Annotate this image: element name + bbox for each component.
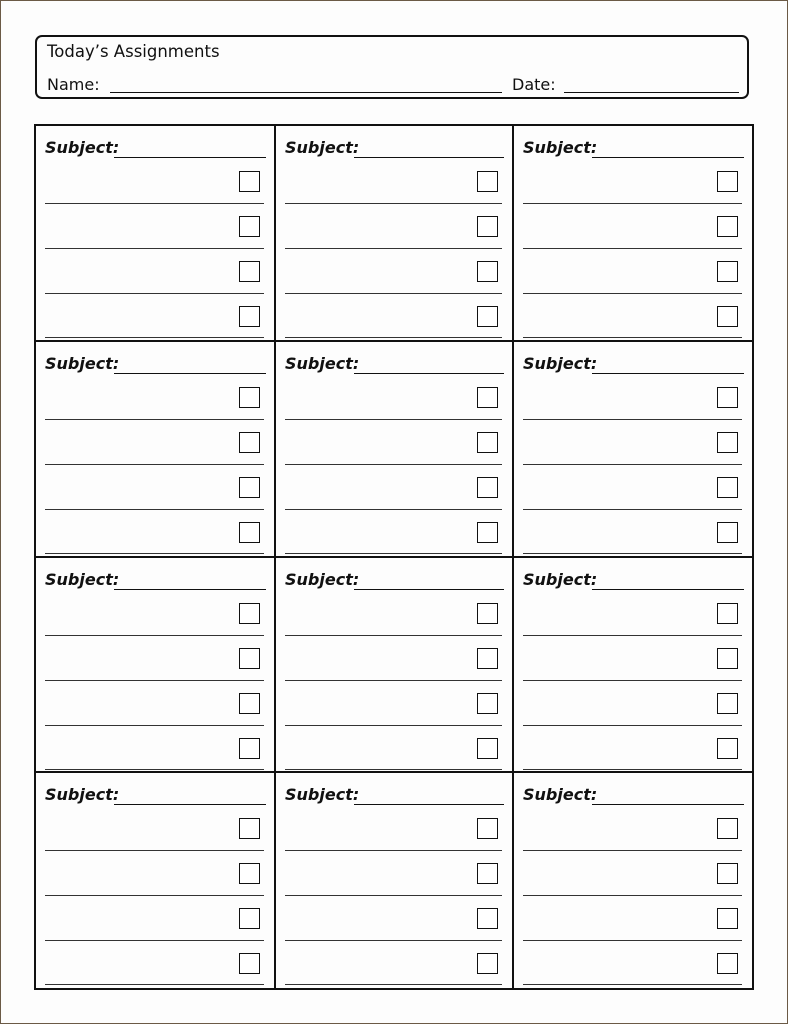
task-line[interactable]: [285, 769, 502, 770]
task-line[interactable]: [523, 337, 742, 338]
task-checkbox[interactable]: [239, 432, 260, 453]
subject-label: Subject:: [523, 785, 598, 804]
subject-cell: [276, 126, 514, 342]
task-line[interactable]: [285, 248, 502, 249]
task-line[interactable]: [523, 635, 742, 636]
subject-field[interactable]: [354, 373, 504, 374]
task-checkbox[interactable]: [477, 171, 498, 192]
task-line[interactable]: [285, 680, 502, 681]
task-line[interactable]: [523, 850, 742, 851]
task-checkbox[interactable]: [717, 171, 738, 192]
subject-label: Subject:: [45, 138, 120, 157]
task-line[interactable]: [285, 337, 502, 338]
task-checkbox[interactable]: [477, 216, 498, 237]
subject-label: Subject:: [285, 138, 360, 157]
subject-cell: [276, 558, 514, 773]
subject-field[interactable]: [592, 804, 744, 805]
task-checkbox[interactable]: [477, 387, 498, 408]
subject-field[interactable]: [114, 804, 266, 805]
task-checkbox[interactable]: [477, 693, 498, 714]
subject-field[interactable]: [354, 589, 504, 590]
task-checkbox[interactable]: [717, 953, 738, 974]
task-line[interactable]: [45, 419, 264, 420]
subject-cell: [276, 773, 514, 988]
subject-field[interactable]: [114, 589, 266, 590]
task-line[interactable]: [45, 725, 264, 726]
task-line[interactable]: [45, 293, 264, 294]
task-line[interactable]: [285, 725, 502, 726]
task-line[interactable]: [523, 203, 742, 204]
task-line[interactable]: [45, 509, 264, 510]
subject-cell: [514, 558, 752, 773]
task-checkbox[interactable]: [717, 603, 738, 624]
task-line[interactable]: [45, 850, 264, 851]
subject-label: Subject:: [45, 354, 120, 373]
task-checkbox[interactable]: [477, 818, 498, 839]
task-checkbox[interactable]: [717, 863, 738, 884]
subject-label: Subject:: [285, 785, 360, 804]
task-checkbox[interactable]: [239, 603, 260, 624]
subject-cell: [514, 126, 752, 342]
task-line[interactable]: [523, 940, 742, 941]
task-line[interactable]: [523, 680, 742, 681]
task-line[interactable]: [523, 248, 742, 249]
task-line[interactable]: [45, 769, 264, 770]
task-line[interactable]: [45, 635, 264, 636]
task-line[interactable]: [45, 464, 264, 465]
task-line[interactable]: [45, 895, 264, 896]
subject-cell: [514, 342, 752, 558]
task-line[interactable]: [285, 203, 502, 204]
task-checkbox[interactable]: [239, 477, 260, 498]
task-checkbox[interactable]: [239, 387, 260, 408]
subject-label: Subject:: [45, 785, 120, 804]
subject-field[interactable]: [114, 373, 266, 374]
task-line[interactable]: [285, 635, 502, 636]
subject-label: Subject:: [45, 570, 120, 589]
task-checkbox[interactable]: [477, 522, 498, 543]
task-checkbox[interactable]: [717, 387, 738, 408]
task-line[interactable]: [45, 553, 264, 554]
date-field[interactable]: [564, 92, 739, 93]
task-checkbox[interactable]: [717, 306, 738, 327]
task-checkbox[interactable]: [477, 648, 498, 669]
task-line[interactable]: [45, 984, 264, 985]
task-line[interactable]: [523, 509, 742, 510]
task-checkbox[interactable]: [717, 693, 738, 714]
task-checkbox[interactable]: [717, 216, 738, 237]
subject-cell: [276, 342, 514, 558]
task-checkbox[interactable]: [239, 306, 260, 327]
task-checkbox[interactable]: [477, 863, 498, 884]
task-checkbox[interactable]: [477, 306, 498, 327]
subject-label: Subject:: [285, 570, 360, 589]
subject-label: Subject:: [523, 354, 598, 373]
subject-field[interactable]: [592, 373, 744, 374]
task-checkbox[interactable]: [477, 477, 498, 498]
task-checkbox[interactable]: [717, 432, 738, 453]
task-line[interactable]: [45, 337, 264, 338]
task-checkbox[interactable]: [239, 216, 260, 237]
task-line[interactable]: [45, 203, 264, 204]
header-box: [35, 35, 749, 99]
task-checkbox[interactable]: [717, 648, 738, 669]
task-checkbox[interactable]: [239, 648, 260, 669]
task-line[interactable]: [523, 984, 742, 985]
subject-cell: [514, 773, 752, 988]
task-checkbox[interactable]: [239, 908, 260, 929]
task-checkbox[interactable]: [239, 693, 260, 714]
task-checkbox[interactable]: [717, 818, 738, 839]
subject-cell: [36, 773, 276, 988]
task-line[interactable]: [523, 769, 742, 770]
task-line[interactable]: [285, 895, 502, 896]
task-checkbox[interactable]: [477, 432, 498, 453]
subject-field[interactable]: [592, 157, 744, 158]
name-label: Name:: [47, 75, 100, 94]
name-field[interactable]: [110, 92, 502, 93]
subject-cell: [36, 342, 276, 558]
task-checkbox[interactable]: [239, 522, 260, 543]
task-line[interactable]: [285, 293, 502, 294]
task-line[interactable]: [523, 553, 742, 554]
date-label: Date:: [512, 75, 556, 94]
task-line[interactable]: [45, 248, 264, 249]
task-line[interactable]: [523, 725, 742, 726]
task-checkbox[interactable]: [239, 171, 260, 192]
subject-field[interactable]: [592, 589, 744, 590]
subject-label: Subject:: [285, 354, 360, 373]
task-line[interactable]: [523, 293, 742, 294]
subject-label: Subject:: [523, 570, 598, 589]
subject-label: Subject:: [523, 138, 598, 157]
header-fields: [47, 75, 737, 97]
assignment-grid: [34, 124, 754, 990]
task-checkbox[interactable]: [477, 908, 498, 929]
subject-field[interactable]: [114, 157, 266, 158]
task-checkbox[interactable]: [477, 738, 498, 759]
task-line[interactable]: [285, 940, 502, 941]
task-checkbox[interactable]: [239, 261, 260, 282]
task-checkbox[interactable]: [717, 908, 738, 929]
page-title: Today’s Assignments: [47, 42, 220, 61]
task-checkbox[interactable]: [477, 953, 498, 974]
task-checkbox[interactable]: [239, 863, 260, 884]
subject-cell: [36, 126, 276, 342]
task-line[interactable]: [285, 984, 502, 985]
task-line[interactable]: [45, 680, 264, 681]
subject-field[interactable]: [354, 804, 504, 805]
task-checkbox[interactable]: [239, 738, 260, 759]
task-line[interactable]: [523, 419, 742, 420]
task-line[interactable]: [285, 419, 502, 420]
task-line[interactable]: [285, 850, 502, 851]
task-line[interactable]: [523, 895, 742, 896]
task-checkbox[interactable]: [239, 818, 260, 839]
subject-cell: [36, 558, 276, 773]
task-line[interactable]: [285, 509, 502, 510]
task-checkbox[interactable]: [239, 953, 260, 974]
task-checkbox[interactable]: [717, 261, 738, 282]
task-checkbox[interactable]: [717, 738, 738, 759]
task-checkbox[interactable]: [477, 261, 498, 282]
task-line[interactable]: [45, 940, 264, 941]
task-line[interactable]: [285, 553, 502, 554]
task-checkbox[interactable]: [477, 603, 498, 624]
task-line[interactable]: [285, 464, 502, 465]
task-line[interactable]: [523, 464, 742, 465]
subject-field[interactable]: [354, 157, 504, 158]
task-checkbox[interactable]: [717, 477, 738, 498]
task-checkbox[interactable]: [717, 522, 738, 543]
